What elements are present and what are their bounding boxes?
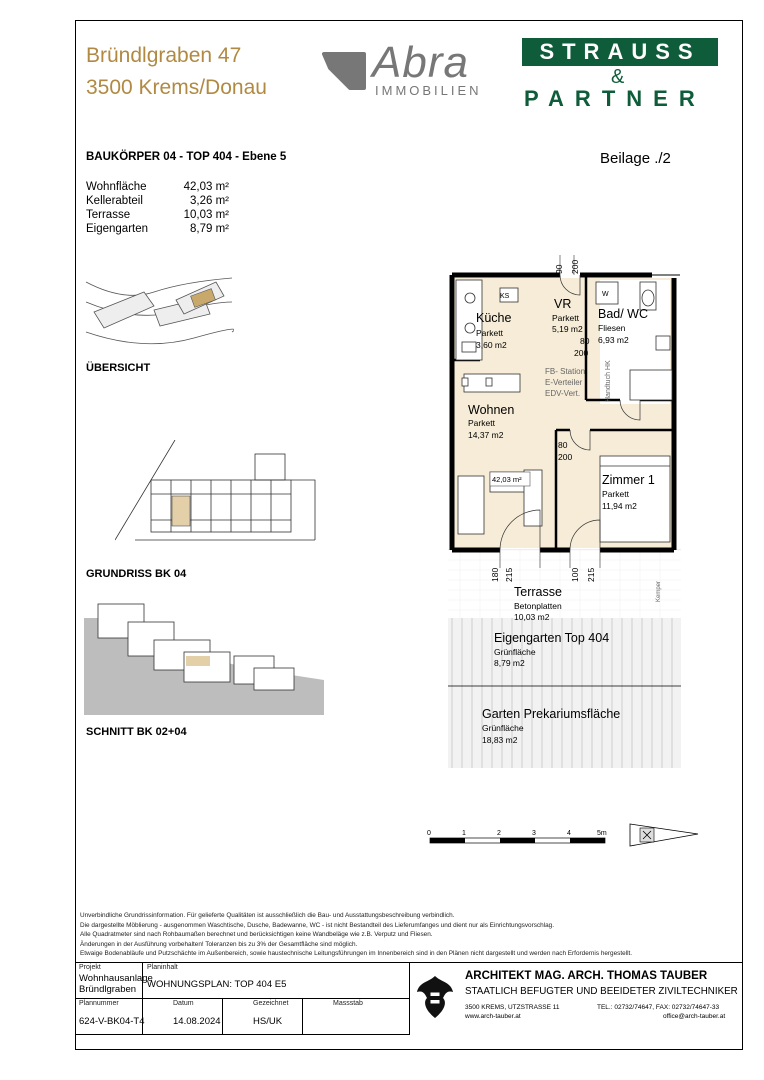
room-kueche-floor: Parkett [476,328,503,338]
gezeichnet-label: Gezeichnet [253,1000,289,1007]
e-verteiler: E-Verteiler [545,378,583,387]
plannummer-label: Plannummer [79,1000,119,1007]
room-eigengarten-area: 8,79 m2 [494,658,525,668]
overview-label: ÜBERSICHT [86,362,151,374]
scale-bar [425,826,625,850]
abra-logo-subtext: IMMOBILIEN [375,83,482,98]
overview-site-plan [84,272,234,354]
room-garten-name: Garten Prekariumsfläche [482,707,621,721]
massstab-label: Massstab [333,1000,363,1007]
total-area-text: 42,03 m² [492,475,522,484]
architect-subtitle: STAATLICH BEFUGTER UND BEEIDETER ZIVILTECHNIKER [465,986,738,997]
room-eigengarten-name: Eigengarten Top 404 [494,631,610,645]
room-vr-floor: Parkett [552,313,579,323]
strauss-logo-bottom: PARTNER [524,86,706,111]
room-terrasse-area: 10,03 m2 [514,612,550,622]
unit-title: BAUKÖRPER 04 - TOP 404 - Ebene 5 [86,151,287,163]
scale-label: 5m [597,830,607,837]
planinhalt-label: Planinhalt [147,964,178,971]
strauss-logo-amp: & [611,66,625,88]
room-garten-floor: Grünfläche [482,723,524,733]
room-wohnen-floor: Parkett [468,418,495,428]
room-vr-area: 5,19 m2 [552,324,583,334]
projekt-line-2: Bründlgraben [79,984,137,995]
projekt-label: Projekt [79,964,101,971]
kemper-label: Kemper [656,580,662,602]
datum-label: Datum [173,1000,194,1007]
area-row: Wohnfläche 42,03 m² [86,181,229,193]
dim-200: 200 [570,259,580,274]
room-eigengarten-floor: Grünfläche [494,647,536,657]
dim-215-b: 215 [586,567,596,582]
plannummer: 624-V-BK04-T4 [79,1016,145,1027]
disclaimer-line: Änderungen in der Ausführung vorbehalten! Toleranzen bis zu 3% der Gesamtfläche sind möglich. [80,940,358,948]
planinhalt: WOHNUNGSPLAN: TOP 404 E5 [147,979,287,990]
title-block [75,962,743,1050]
grundriss-label: GRUNDRISS BK 04 [86,568,187,580]
room-kueche-area: 3,60 m2 [476,340,507,350]
north-arrow-icon [628,822,700,848]
grundriss-bk04-plan [115,440,325,550]
edv-vert: EDV-Vert. [545,389,581,398]
room-zimmer-floor: Parkett [602,489,629,499]
disclaimer-line: Alle Quadratmeter sind nach Rohbaumaßen berechnet und berücksichtigen keine Wandbeläge wie z.B. Verputz und Fliesen. [80,931,433,939]
architect-address: 3500 KREMS, UTZSTRASSE 11 [465,1004,560,1011]
scale-label: 0 [427,830,431,837]
floor-plan [440,250,690,790]
room-bad-floor: Fliesen [598,323,626,333]
architect-name: ARCHITEKT MAG. ARCH. THOMAS TAUBER [465,970,708,982]
abra-logo-text: Abra [372,38,469,87]
abra-logo-icon [320,48,370,94]
scale-label: 1 [462,830,466,837]
handtuch-label: Handtuch HK [605,360,612,402]
dim-80-bath: 80 [580,336,590,346]
scale-label: 2 [497,830,501,837]
beilage-label: Beilage ./2 [600,150,671,167]
architect-web: www.arch-tauber.at [465,1013,521,1020]
datum: 14.08.2024 [173,1016,221,1027]
area-row: Eigengarten 8,79 m² [86,223,229,235]
room-garten-area: 18,83 m2 [482,735,518,745]
area-row: Kellerabteil 3,26 m² [86,195,229,207]
area-table [86,180,229,236]
dim-200-bath: 200 [574,348,589,358]
room-wohnen-area: 14,37 m2 [468,430,504,440]
disclaimer [80,911,740,959]
room-bad-area: 6,93 m2 [598,335,629,345]
area-row: Terrasse 10,03 m² [86,209,229,221]
disclaimer-line: Etwaige Bodenabläufe und Putzschächte im Außenbereich, sowie haustechnische Leitungsführungen im Innenbereich sind in den Plänen nicht dargestellt und werden nach Erfordernis hergestellt. [80,950,633,958]
ks-label: KS [500,293,510,300]
room-wohnen-name: Wohnen [468,403,515,417]
room-zimmer-area: 11,94 m2 [602,501,637,511]
dim-100: 100 [570,567,580,582]
scale-label: 3 [532,830,536,837]
dim-90: 90 [554,264,564,274]
room-zimmer-name: Zimmer 1 [602,473,655,487]
address-line-2: 3500 Krems/Donau [86,76,267,99]
terrace-area [448,550,681,618]
room-terrasse-floor: Betonplatten [514,601,562,611]
gezeichnet: HS/UK [253,1016,283,1027]
schnitt-label: SCHNITT BK 02+04 [86,726,187,738]
dim-215-a: 215 [504,567,514,582]
dim-80-zimmer: 80 [558,440,568,450]
room-bad-name: Bad/ WC [598,307,649,321]
room-kueche-name: Küche [476,311,512,325]
architect-mail: office@arch-tauber.at [663,1013,726,1020]
dim-200-zimmer: 200 [558,452,573,462]
room-terrasse-name: Terrasse [514,585,562,599]
austrian-eagle-icon [415,972,455,1022]
washer-label: W [602,291,609,298]
disclaimer-line: Unverbindliche Grundrissinformation. Für gelieferte Qualitäten ist ausschließlich die Bau- und Ausstattungsbeschreibung verbindlich. [80,912,455,919]
schnitt-section [84,600,329,715]
strauss-logo-top: STRAUSS [522,38,718,66]
architect-tel: TEL.: 02732/74647, FAX: 02732/74647-33 [597,1004,720,1011]
projekt-line-1: Wohnhausanlage [79,973,153,984]
disclaimer-line: Die dargestellte Möblierung - ausgenommen Waschtische, Dusche, Badewanne, WC - ist nicht Bestandteil des Lieferumfanges und dient nur als Einrichtungsvorschlag. [80,921,554,929]
address-line-1: Bründlgraben 47 [86,44,242,67]
fb-station: FB- Station [545,367,586,376]
scale-label: 4 [567,830,571,837]
room-vr-name: VR [554,297,572,311]
dim-180: 180 [490,567,500,582]
